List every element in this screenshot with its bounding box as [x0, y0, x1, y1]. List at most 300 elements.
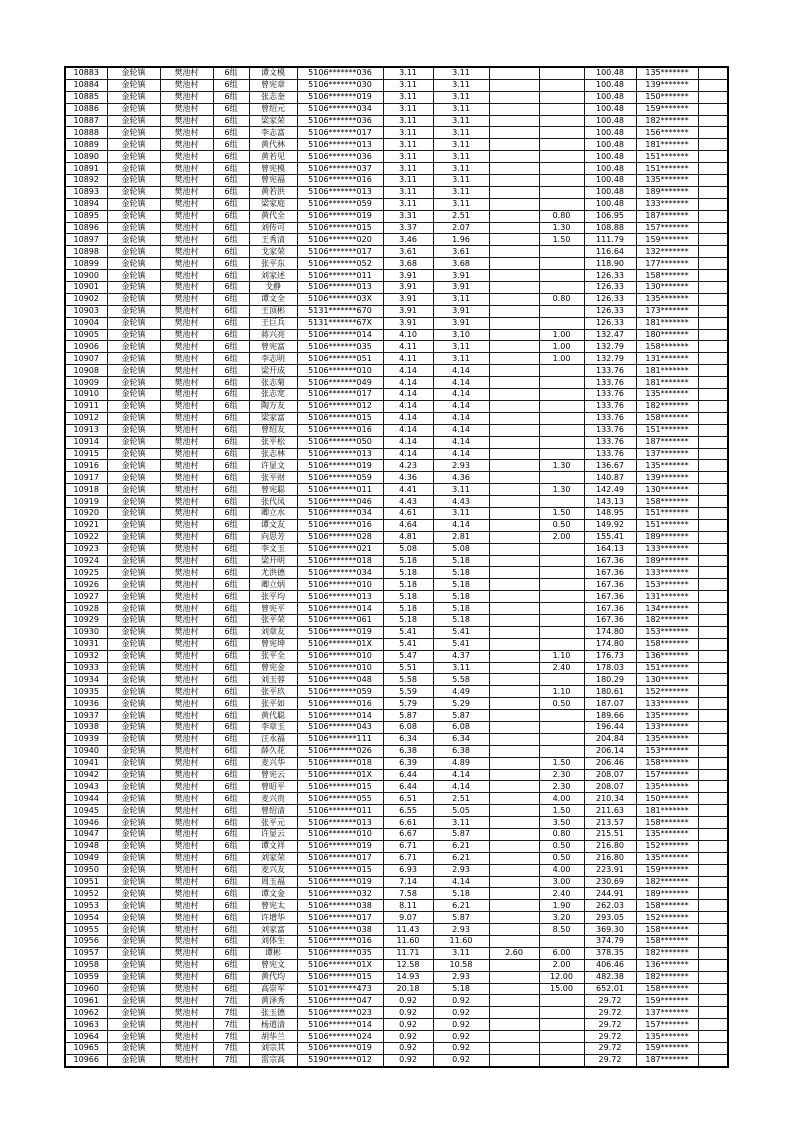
cell-town: 金轮镇	[107, 91, 160, 103]
cell-amount-1: 4.11	[383, 353, 433, 365]
cell-amount-1: 4.14	[383, 424, 433, 436]
cell-amount-1: 6.38	[383, 745, 433, 757]
cell-id-masked: 5131*******67X	[297, 317, 383, 329]
table-row	[65, 864, 728, 876]
cell-id-masked: 5106*******016	[297, 519, 383, 531]
cell-blank	[698, 103, 728, 115]
cell-village: 樊池村	[160, 175, 213, 187]
cell-id-masked: 5106*******036	[297, 115, 383, 127]
cell-total: 100.48	[584, 91, 636, 103]
cell-amount-4	[539, 936, 584, 948]
cell-blank	[698, 710, 728, 722]
cell-phone-masked: 181*******	[636, 317, 698, 329]
cell-town: 金轮镇	[107, 258, 160, 270]
cell-blank	[698, 496, 728, 508]
cell-name: 张平全	[249, 650, 297, 662]
cell-amount-2: 0.92	[433, 995, 489, 1007]
cell-amount-4: 12.00	[539, 971, 584, 983]
cell-total: 116.64	[584, 246, 636, 258]
cell-phone-masked: 152*******	[636, 840, 698, 852]
cell-town: 金轮镇	[107, 769, 160, 781]
cell-blank	[698, 1007, 728, 1019]
cell-id-masked: 5106*******016	[297, 698, 383, 710]
cell-village: 樊池村	[160, 555, 213, 567]
cell-group: 6组	[213, 234, 249, 246]
table-row	[65, 1054, 728, 1066]
cell-blank	[698, 67, 728, 79]
cell-village: 樊池村	[160, 543, 213, 555]
cell-phone-masked: 133*******	[636, 198, 698, 210]
cell-amount-1: 4.14	[383, 400, 433, 412]
cell-amount-4	[539, 745, 584, 757]
cell-record-no: 10918	[65, 484, 107, 496]
cell-group: 6组	[213, 888, 249, 900]
cell-group: 6组	[213, 626, 249, 638]
cell-name: 黄代均	[249, 971, 297, 983]
cell-amount-3	[489, 103, 539, 115]
cell-id-masked: 5106*******051	[297, 353, 383, 365]
cell-total: 180.29	[584, 674, 636, 686]
table-row	[65, 757, 728, 769]
cell-amount-4	[539, 389, 584, 401]
cell-amount-2: 5.41	[433, 638, 489, 650]
cell-amount-3	[489, 650, 539, 662]
cell-phone-masked: 158*******	[636, 638, 698, 650]
cell-amount-2: 5.18	[433, 888, 489, 900]
cell-blank	[698, 674, 728, 686]
cell-amount-2: 4.14	[433, 400, 489, 412]
cell-name: 麦兴友	[249, 864, 297, 876]
cell-amount-3	[489, 662, 539, 674]
table-row	[65, 650, 728, 662]
cell-blank	[698, 781, 728, 793]
cell-record-no: 10953	[65, 900, 107, 912]
cell-total: 174.80	[584, 638, 636, 650]
cell-amount-4: 2.00	[539, 531, 584, 543]
cell-phone-masked: 182*******	[636, 115, 698, 127]
cell-amount-4	[539, 67, 584, 79]
cell-amount-3	[489, 829, 539, 841]
cell-amount-3	[489, 472, 539, 484]
cell-name: 曾绍元	[249, 103, 297, 115]
cell-amount-3	[489, 888, 539, 900]
cell-village: 樊池村	[160, 710, 213, 722]
cell-village: 樊池村	[160, 377, 213, 389]
cell-amount-4	[539, 626, 584, 638]
cell-amount-2: 3.11	[433, 115, 489, 127]
cell-id-masked: 5106*******036	[297, 67, 383, 79]
cell-total: 100.48	[584, 186, 636, 198]
cell-village: 樊池村	[160, 210, 213, 222]
cell-town: 金轮镇	[107, 353, 160, 365]
cell-town: 金轮镇	[107, 817, 160, 829]
table-row	[65, 567, 728, 579]
cell-record-no: 10943	[65, 781, 107, 793]
cell-blank	[698, 543, 728, 555]
cell-phone-masked: 151*******	[636, 507, 698, 519]
cell-total: 187.07	[584, 698, 636, 710]
cell-amount-3	[489, 519, 539, 531]
cell-group: 6组	[213, 805, 249, 817]
cell-total: 133.76	[584, 412, 636, 424]
cell-group: 6组	[213, 650, 249, 662]
cell-group: 6组	[213, 115, 249, 127]
cell-amount-4	[539, 412, 584, 424]
cell-name: 张平东	[249, 258, 297, 270]
cell-town: 金轮镇	[107, 222, 160, 234]
cell-record-no: 10884	[65, 79, 107, 91]
cell-total: 132.79	[584, 341, 636, 353]
cell-name: 李志明	[249, 353, 297, 365]
cell-blank	[698, 876, 728, 888]
cell-group: 6组	[213, 186, 249, 198]
cell-amount-1: 6.67	[383, 829, 433, 841]
cell-id-masked: 5106*******011	[297, 270, 383, 282]
cell-amount-2: 5.58	[433, 674, 489, 686]
cell-name: 许显云	[249, 829, 297, 841]
cell-id-masked: 5106*******015	[297, 412, 383, 424]
cell-town: 金轮镇	[107, 365, 160, 377]
cell-village: 樊池村	[160, 876, 213, 888]
cell-total: 133.76	[584, 448, 636, 460]
table-row	[65, 341, 728, 353]
cell-amount-3	[489, 745, 539, 757]
cell-amount-2: 6.34	[433, 733, 489, 745]
table-row	[65, 805, 728, 817]
cell-record-no: 10951	[65, 876, 107, 888]
cell-amount-2: 5.18	[433, 614, 489, 626]
cell-record-no: 10950	[65, 864, 107, 876]
cell-amount-2: 5.29	[433, 698, 489, 710]
cell-amount-3	[489, 507, 539, 519]
cell-town: 金轮镇	[107, 400, 160, 412]
cell-amount-2: 0.92	[433, 1031, 489, 1043]
cell-amount-1: 5.47	[383, 650, 433, 662]
records-table	[64, 66, 729, 1068]
cell-amount-4	[539, 151, 584, 163]
cell-group: 6组	[213, 151, 249, 163]
cell-town: 金轮镇	[107, 567, 160, 579]
cell-record-no: 10889	[65, 139, 107, 151]
cell-name: 张志奎	[249, 91, 297, 103]
cell-amount-1: 5.51	[383, 662, 433, 674]
cell-total: 100.48	[584, 103, 636, 115]
cell-village: 樊池村	[160, 460, 213, 472]
cell-town: 金轮镇	[107, 698, 160, 710]
cell-total: 216.80	[584, 852, 636, 864]
cell-name: 黄代全	[249, 210, 297, 222]
cell-record-no: 10959	[65, 971, 107, 983]
cell-record-no: 10962	[65, 1007, 107, 1019]
cell-phone-masked: 137*******	[636, 1007, 698, 1019]
table-row	[65, 555, 728, 567]
cell-amount-2: 3.11	[433, 163, 489, 175]
cell-id-masked: 5106*******059	[297, 686, 383, 698]
table-row	[65, 412, 728, 424]
cell-amount-4: 1.00	[539, 341, 584, 353]
cell-name: 王巨兵	[249, 317, 297, 329]
cell-name: 许显文	[249, 460, 297, 472]
cell-amount-2: 1.96	[433, 234, 489, 246]
cell-record-no: 10952	[65, 888, 107, 900]
table-row	[65, 614, 728, 626]
cell-name: 刘传可	[249, 222, 297, 234]
cell-group: 6组	[213, 543, 249, 555]
cell-amount-2: 4.14	[433, 876, 489, 888]
cell-amount-4: 0.80	[539, 829, 584, 841]
cell-amount-2: 4.37	[433, 650, 489, 662]
cell-group: 6组	[213, 139, 249, 151]
cell-id-masked: 5106*******010	[297, 365, 383, 377]
cell-amount-1: 11.60	[383, 936, 433, 948]
cell-name: 张志菊	[249, 377, 297, 389]
table-row	[65, 519, 728, 531]
cell-phone-masked: 133*******	[636, 567, 698, 579]
cell-amount-2: 0.92	[433, 1054, 489, 1066]
cell-record-no: 10888	[65, 127, 107, 139]
cell-amount-4	[539, 436, 584, 448]
table-row	[65, 186, 728, 198]
cell-record-no: 10944	[65, 793, 107, 805]
table-row	[65, 983, 728, 995]
cell-total: 140.87	[584, 472, 636, 484]
table-row	[65, 686, 728, 698]
cell-record-no: 10925	[65, 567, 107, 579]
table-row	[65, 496, 728, 508]
cell-amount-3	[489, 484, 539, 496]
cell-amount-2: 10.58	[433, 959, 489, 971]
cell-amount-1: 6.71	[383, 840, 433, 852]
cell-total: 652.01	[584, 983, 636, 995]
cell-amount-4	[539, 1043, 584, 1055]
cell-amount-4	[539, 496, 584, 508]
cell-record-no: 10895	[65, 210, 107, 222]
cell-amount-4	[539, 103, 584, 115]
cell-phone-masked: 151*******	[636, 519, 698, 531]
cell-amount-1: 7.14	[383, 876, 433, 888]
cell-id-masked: 5106*******017	[297, 852, 383, 864]
cell-total: 374.79	[584, 936, 636, 948]
cell-blank	[698, 282, 728, 294]
cell-group: 6组	[213, 103, 249, 115]
cell-amount-2: 3.11	[433, 103, 489, 115]
cell-total: 378.35	[584, 947, 636, 959]
cell-village: 樊池村	[160, 329, 213, 341]
cell-phone-masked: 187*******	[636, 436, 698, 448]
cell-amount-4: 0.50	[539, 840, 584, 852]
cell-blank	[698, 151, 728, 163]
cell-amount-4	[539, 79, 584, 91]
cell-total: 29.72	[584, 995, 636, 1007]
cell-amount-1: 3.11	[383, 127, 433, 139]
cell-phone-masked: 153*******	[636, 626, 698, 638]
cell-record-no: 10964	[65, 1031, 107, 1043]
cell-amount-2: 3.11	[433, 198, 489, 210]
cell-town: 金轮镇	[107, 198, 160, 210]
cell-blank	[698, 721, 728, 733]
cell-id-masked: 5106*******013	[297, 186, 383, 198]
cell-amount-4: 1.50	[539, 507, 584, 519]
cell-amount-2: 2.93	[433, 864, 489, 876]
cell-record-no: 10963	[65, 1019, 107, 1031]
cell-record-no: 10958	[65, 959, 107, 971]
cell-record-no: 10949	[65, 852, 107, 864]
cell-village: 樊池村	[160, 567, 213, 579]
cell-amount-1: 0.92	[383, 1054, 433, 1066]
cell-amount-3	[489, 1031, 539, 1043]
cell-village: 樊池村	[160, 341, 213, 353]
cell-name: 向思芳	[249, 531, 297, 543]
cell-total: 406.46	[584, 959, 636, 971]
cell-village: 樊池村	[160, 115, 213, 127]
cell-town: 金轮镇	[107, 733, 160, 745]
cell-total: 132.47	[584, 329, 636, 341]
cell-amount-1: 5.41	[383, 638, 433, 650]
cell-name: 戈静	[249, 282, 297, 294]
cell-amount-2: 4.14	[433, 448, 489, 460]
table-row	[65, 817, 728, 829]
cell-record-no: 10902	[65, 293, 107, 305]
cell-name: 卿立水	[249, 507, 297, 519]
cell-amount-3	[489, 246, 539, 258]
cell-town: 金轮镇	[107, 270, 160, 282]
cell-total: 100.48	[584, 151, 636, 163]
cell-record-no: 10921	[65, 519, 107, 531]
cell-town: 金轮镇	[107, 436, 160, 448]
cell-name: 尤洪德	[249, 567, 297, 579]
table-row	[65, 198, 728, 210]
cell-amount-3	[489, 817, 539, 829]
cell-total: 213.57	[584, 817, 636, 829]
cell-group: 6组	[213, 757, 249, 769]
cell-name: 谭文金	[249, 888, 297, 900]
cell-group: 7组	[213, 1019, 249, 1031]
cell-amount-3: 2.60	[489, 947, 539, 959]
cell-total: 136.67	[584, 460, 636, 472]
cell-amount-3	[489, 424, 539, 436]
cell-amount-1: 20.18	[383, 983, 433, 995]
cell-amount-3	[489, 603, 539, 615]
cell-amount-2: 5.08	[433, 543, 489, 555]
cell-name: 谭文全	[249, 293, 297, 305]
cell-town: 金轮镇	[107, 210, 160, 222]
cell-record-no: 10900	[65, 270, 107, 282]
cell-amount-1: 11.43	[383, 924, 433, 936]
cell-town: 金轮镇	[107, 496, 160, 508]
cell-amount-3	[489, 591, 539, 603]
cell-village: 樊池村	[160, 1007, 213, 1019]
cell-blank	[698, 591, 728, 603]
cell-blank	[698, 305, 728, 317]
cell-amount-1: 4.14	[383, 365, 433, 377]
cell-name: 曾宪平	[249, 603, 297, 615]
cell-phone-masked: 139*******	[636, 472, 698, 484]
cell-amount-1: 5.59	[383, 686, 433, 698]
cell-phone-masked: 181*******	[636, 139, 698, 151]
cell-village: 樊池村	[160, 472, 213, 484]
cell-phone-masked: 139*******	[636, 79, 698, 91]
cell-amount-1: 14.93	[383, 971, 433, 983]
cell-phone-masked: 130*******	[636, 674, 698, 686]
table-row	[65, 460, 728, 472]
cell-group: 6组	[213, 579, 249, 591]
cell-phone-masked: 135*******	[636, 67, 698, 79]
cell-total: 106.95	[584, 210, 636, 222]
cell-id-masked: 5106*******034	[297, 103, 383, 115]
cell-amount-3	[489, 175, 539, 187]
cell-blank	[698, 959, 728, 971]
cell-id-masked: 5106*******026	[297, 745, 383, 757]
cell-town: 金轮镇	[107, 246, 160, 258]
cell-town: 金轮镇	[107, 650, 160, 662]
cell-total: 211.63	[584, 805, 636, 817]
cell-phone-masked: 151*******	[636, 662, 698, 674]
cell-name: 黄若洪	[249, 186, 297, 198]
cell-total: 262.03	[584, 900, 636, 912]
cell-amount-4	[539, 317, 584, 329]
cell-village: 樊池村	[160, 484, 213, 496]
cell-phone-masked: 158*******	[636, 496, 698, 508]
cell-amount-3	[489, 353, 539, 365]
cell-amount-3	[489, 79, 539, 91]
table-row	[65, 329, 728, 341]
cell-record-no: 10941	[65, 757, 107, 769]
cell-village: 樊池村	[160, 448, 213, 460]
cell-id-masked: 5106*******012	[297, 400, 383, 412]
cell-amount-2: 3.11	[433, 186, 489, 198]
cell-village: 樊池村	[160, 139, 213, 151]
cell-town: 金轮镇	[107, 876, 160, 888]
cell-amount-4: 15.00	[539, 983, 584, 995]
cell-phone-masked: 135*******	[636, 293, 698, 305]
cell-name: 曾宪金	[249, 662, 297, 674]
cell-group: 6组	[213, 389, 249, 401]
cell-amount-4: 2.30	[539, 781, 584, 793]
cell-record-no: 10903	[65, 305, 107, 317]
cell-group: 7组	[213, 1007, 249, 1019]
cell-record-no: 10907	[65, 353, 107, 365]
table-row	[65, 234, 728, 246]
cell-record-no: 10893	[65, 186, 107, 198]
cell-town: 金轮镇	[107, 936, 160, 948]
cell-phone-masked: 135*******	[636, 389, 698, 401]
cell-phone-masked: 130*******	[636, 484, 698, 496]
table-row	[65, 721, 728, 733]
cell-phone-masked: 189*******	[636, 888, 698, 900]
cell-id-masked: 5106*******038	[297, 900, 383, 912]
cell-village: 樊池村	[160, 258, 213, 270]
cell-town: 金轮镇	[107, 389, 160, 401]
cell-phone-masked: 135*******	[636, 829, 698, 841]
cell-phone-masked: 151*******	[636, 151, 698, 163]
cell-record-no: 10917	[65, 472, 107, 484]
cell-amount-2: 3.11	[433, 91, 489, 103]
cell-town: 金轮镇	[107, 1043, 160, 1055]
cell-group: 6组	[213, 745, 249, 757]
cell-amount-4: 1.00	[539, 329, 584, 341]
cell-village: 樊池村	[160, 186, 213, 198]
cell-record-no: 10915	[65, 448, 107, 460]
cell-amount-1: 5.18	[383, 567, 433, 579]
cell-town: 金轮镇	[107, 186, 160, 198]
table-row	[65, 912, 728, 924]
cell-amount-2: 5.87	[433, 710, 489, 722]
cell-amount-3	[489, 127, 539, 139]
cell-amount-1: 6.55	[383, 805, 433, 817]
cell-amount-1: 3.46	[383, 234, 433, 246]
cell-group: 6组	[213, 127, 249, 139]
cell-amount-2: 4.49	[433, 686, 489, 698]
